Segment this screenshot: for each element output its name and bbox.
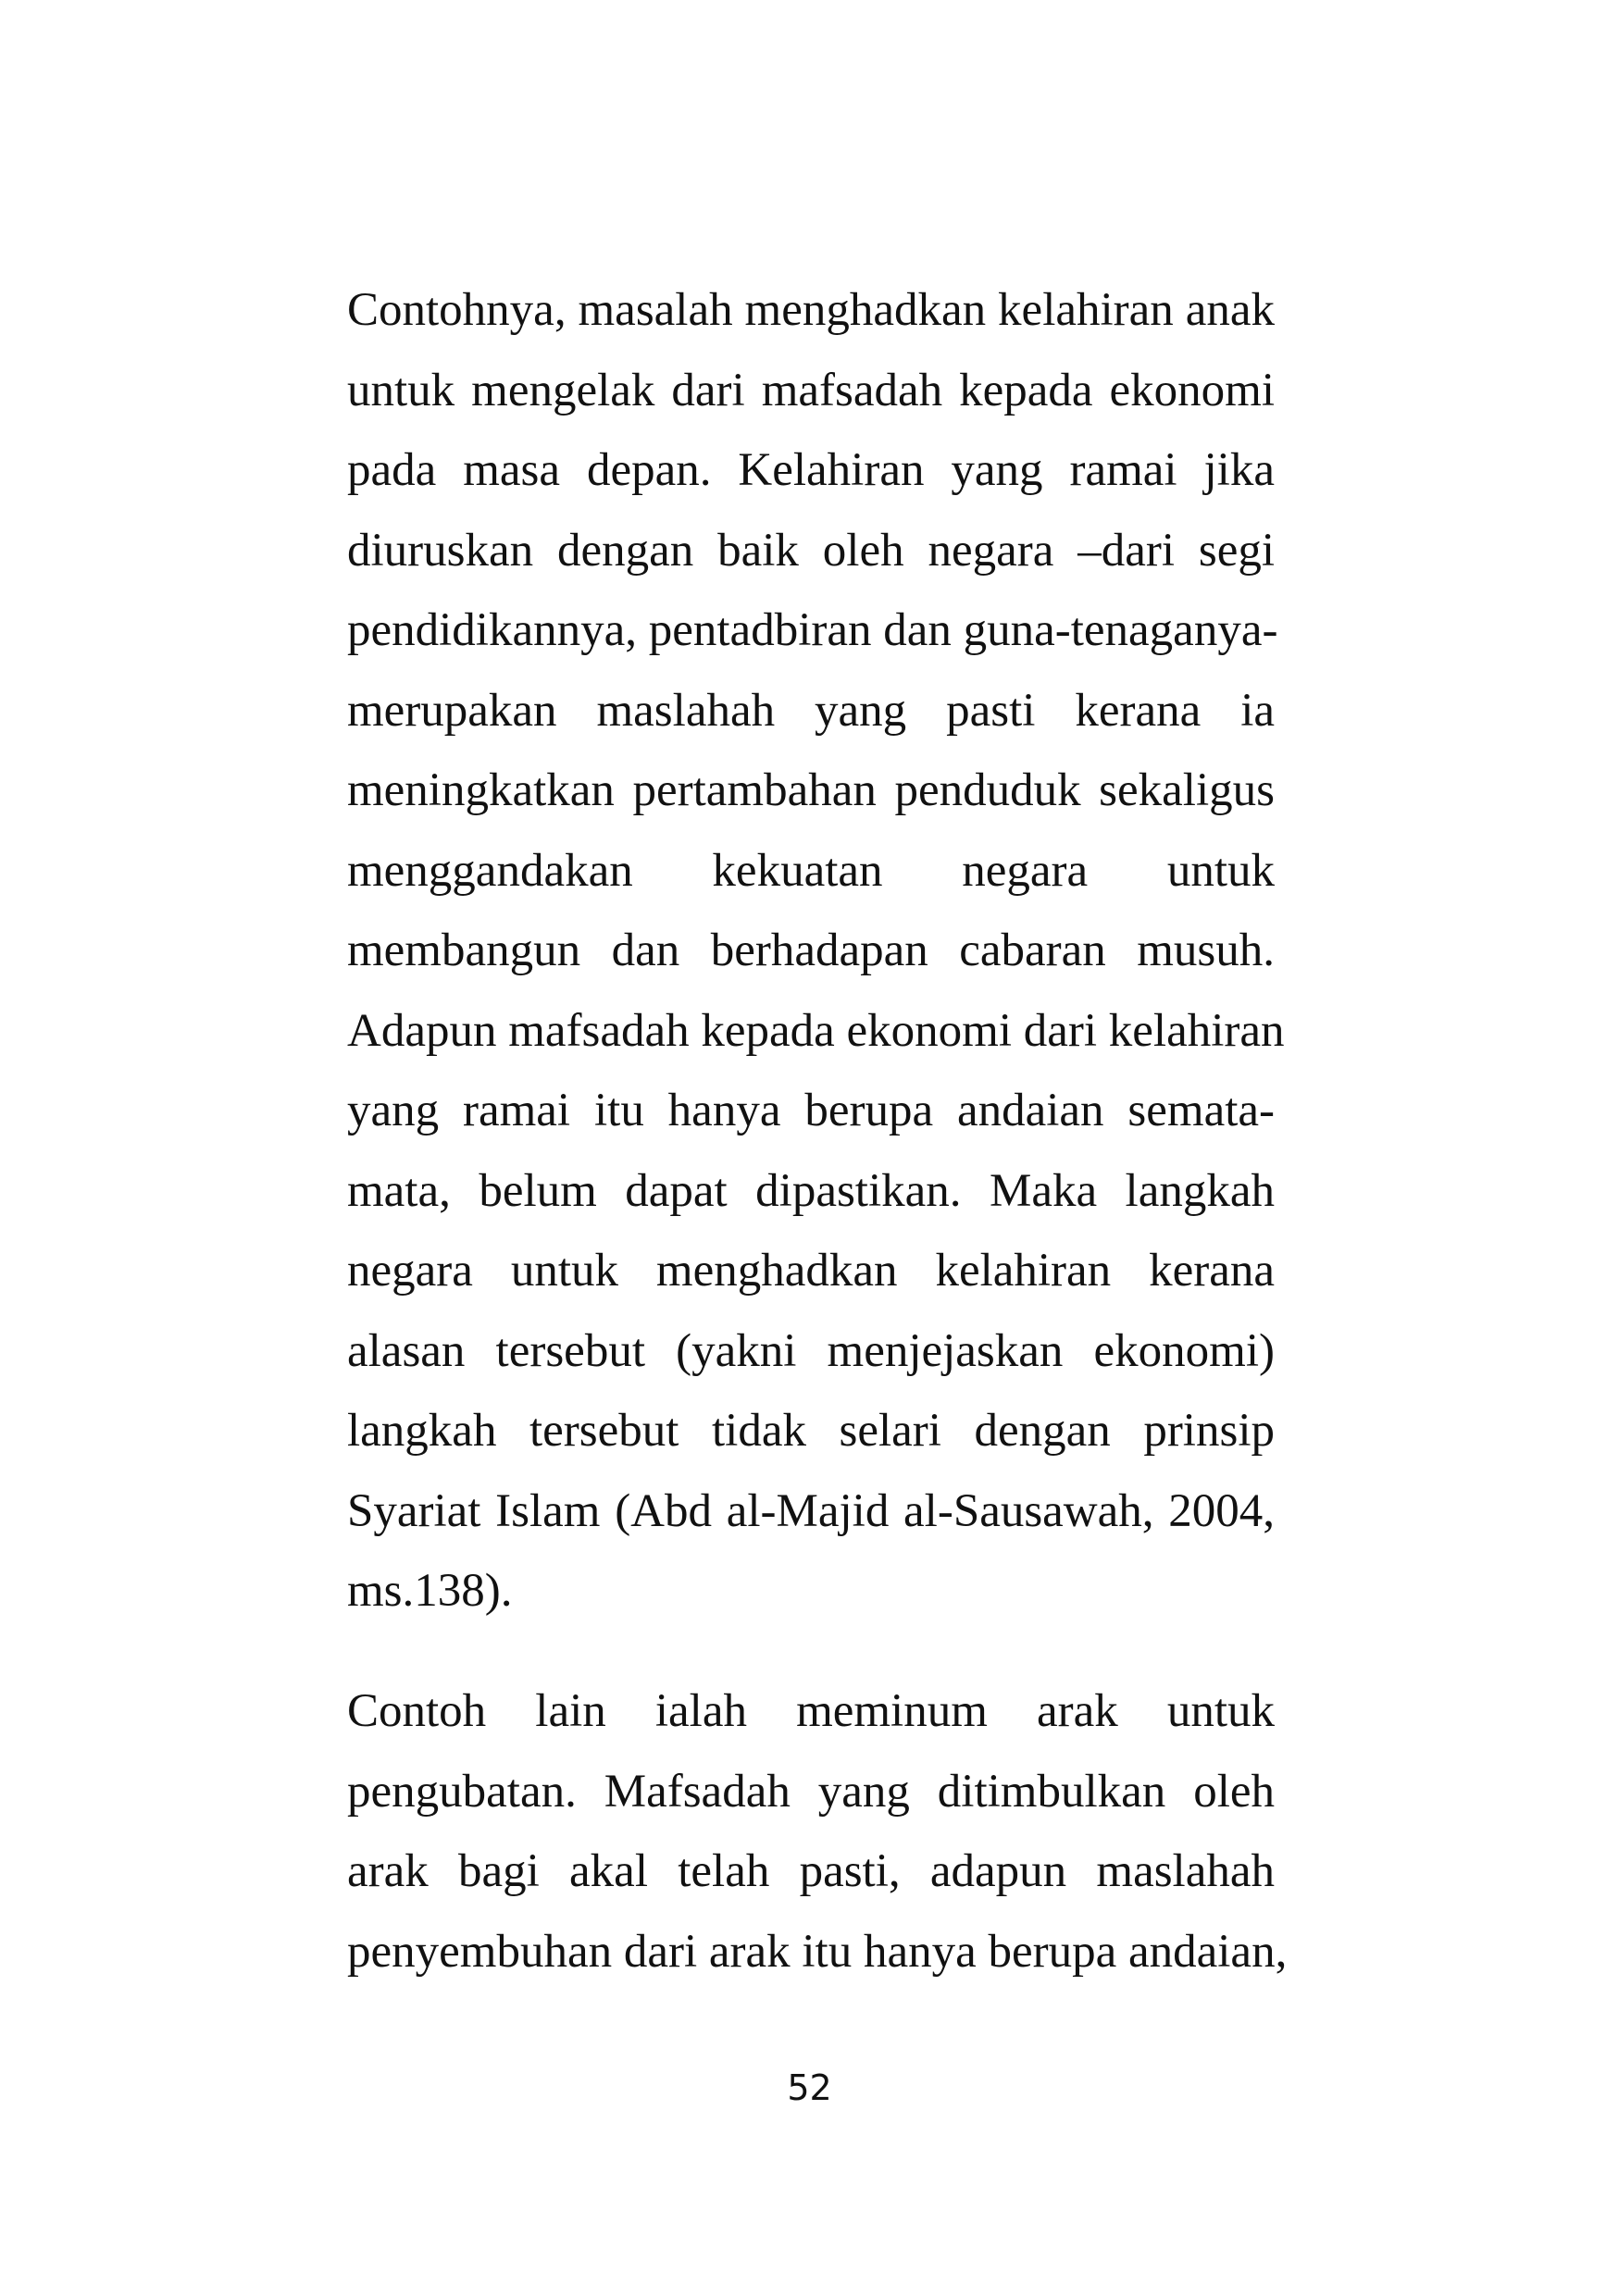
paragraph-line: pengubatan. Mafsadah yang ditimbulkan oleh bbox=[347, 1765, 1275, 1818]
paragraph-line: Adapun mafsadah kepada ekonomi dari kelahiran bbox=[347, 1004, 1285, 1057]
paragraph-line: negara untuk menghadkan kelahiran kerana bbox=[347, 1245, 1275, 1297]
paragraph-line: diuruskan dengan baik oleh negara –dari segi bbox=[347, 524, 1275, 577]
paragraph-line: merupakan maslahah yang pasti kerana ia bbox=[347, 684, 1275, 737]
paragraph-line: mata, belum dapat dipastikan. Maka langkah bbox=[347, 1164, 1275, 1217]
paragraph-line: menggandakan kekuatan negara untuk bbox=[347, 844, 1275, 897]
paragraph-line: pada masa depan. Kelahiran yang ramai jika bbox=[347, 444, 1275, 496]
paragraph-2 bbox=[347, 1671, 1288, 1992]
paragraph-line: untuk mengelak dari mafsadah kepada ekonomi bbox=[347, 364, 1275, 416]
paragraph-line: pendidikannya, pentadbiran dan guna-tenaganya- bbox=[347, 604, 1278, 656]
paragraph-line: Contoh lain ialah meminum arak untuk bbox=[347, 1685, 1275, 1737]
paragraph-line: yang ramai itu hanya berupa andaian semata- bbox=[347, 1085, 1275, 1136]
paragraph-line: ms.138). bbox=[347, 1565, 513, 1617]
paragraph-line: Syariat Islam (Abd al-Majid al-Sausawah, 2004, bbox=[347, 1484, 1275, 1537]
paragraph-line: Contohnya, masalah menghadkan kelahiran anak bbox=[347, 284, 1275, 336]
paragraph-line: langkah tersebut tidak selari dengan prinsip bbox=[347, 1405, 1275, 1457]
paragraph-line: arak bagi akal telah pasti, adapun maslahah bbox=[347, 1845, 1275, 1897]
paragraph-line: membangun dan berhadapan cabaran musuh. bbox=[347, 925, 1275, 976]
paragraph-1 bbox=[347, 270, 1285, 1632]
paragraph-line: penyembuhan dari arak itu hanya berupa andaian, bbox=[347, 1925, 1288, 1978]
page-number: 52 bbox=[787, 2067, 832, 2108]
paragraph-line: alasan tersebut (yakni menjejaskan ekonomi) bbox=[347, 1324, 1275, 1377]
paragraph-line: meningkatkan pertambahan penduduk sekaligus bbox=[347, 764, 1275, 816]
